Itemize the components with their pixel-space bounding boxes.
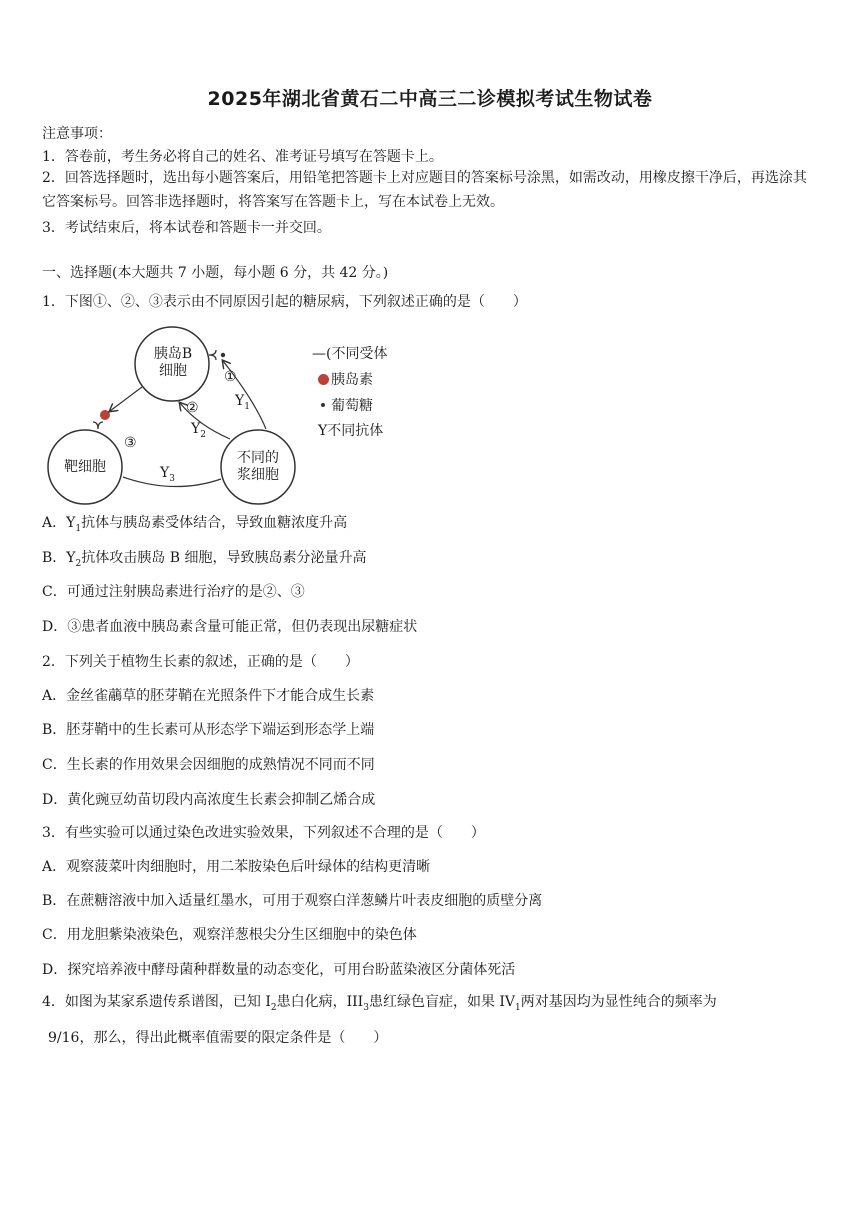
mark-1: ① bbox=[224, 369, 237, 385]
q1-option-b: B．$Y_2$抗体攻击胰岛 B 细胞，导致胰岛素分泌量升高 bbox=[42, 550, 367, 569]
q1-option-d: D．③患者血液中胰岛素含量可能正常，但仍表现出尿糖症状 bbox=[42, 619, 418, 635]
plasma-cell-label: 不同的 浆细胞 bbox=[237, 450, 279, 483]
q3-stem: 3．有些实验可以通过染色改进实验效果，下列叙述不合理的是（ ） bbox=[42, 825, 485, 841]
q4-stem-line1: 4．如图为某家系遗传系谱图，已知 $I_2$患白化病，$III_3$患红绿色盲症，如果 $IV_1$两对基因均为显性纯合的频率为 bbox=[42, 994, 717, 1013]
insulin-dot bbox=[100, 410, 110, 420]
notice-item-3: 3．考试结束后，将本试卷和答题卡一并交回。 bbox=[42, 220, 331, 236]
legend-insulin: 胰岛素 bbox=[318, 371, 373, 389]
mark-2: ② bbox=[186, 400, 199, 416]
page-title: 2025年湖北省黄石二中高三二诊模拟考试生物试卷 bbox=[207, 88, 653, 110]
q2-option-c: C．生长素的作用效果会因细胞的成熟情况不同而不同 bbox=[42, 757, 375, 773]
q2-option-a: A．金丝雀虉草的胚芽鞘在光照条件下才能合成生长素 bbox=[42, 688, 375, 704]
q2-option-b: B．胚芽鞘中的生长素可从形态学下端运到形态学上端 bbox=[42, 722, 375, 738]
q1-stem: 1．下图①、②、③表示由不同原因引起的糖尿病，下列叙述正确的是（ ） bbox=[42, 294, 527, 310]
legend-receptor: —(不同受体 bbox=[312, 346, 388, 362]
antibody-y2: $Y_2$ bbox=[191, 421, 206, 440]
q2-stem: 2．下列关于植物生长素的叙述，正确的是（ ） bbox=[42, 654, 359, 670]
mark-3: ③ bbox=[124, 435, 137, 451]
antibody-y1: $Y_1$ bbox=[235, 393, 250, 412]
legend-glucose: 葡萄糖 bbox=[318, 397, 373, 415]
notice-header: 注意事项： bbox=[42, 126, 112, 142]
q2-option-d: D．黄化豌豆幼苗切段内高浓度生长素会抑制乙烯合成 bbox=[42, 792, 376, 808]
diabetes-diagram bbox=[40, 325, 420, 510]
q1-option-a: A．$Y_1$抗体与胰岛素受体结合，导致血糖浓度升高 bbox=[42, 515, 348, 534]
notice-item-2: 2．回答选择题时，选出每小题答案后，用铅笔把答题卡上对应题目的答案标号涂黑，如需改动，用橡皮擦干净后，再选涂其它答案标号。回答非选择题时，将答案写在答题卡上，写在本试卷上无效。 bbox=[42, 170, 807, 210]
antibody-y3: $Y_3$ bbox=[160, 465, 175, 484]
q3-option-d: D．探究培养液中酵母菌种群数量的动态变化，可用台盼蓝染液区分菌体死活 bbox=[42, 962, 516, 978]
target-receptor bbox=[93, 422, 103, 429]
q3-option-a: A．观察菠菜叶肉细胞时，用二苯胺染色后叶绿体的结构更清晰 bbox=[42, 859, 431, 875]
legend-antibody: Y不同抗体 bbox=[318, 423, 384, 439]
q4-stem-line2: 9/16，那么，得出此概率值需要的限定条件是（ ） bbox=[48, 1030, 388, 1046]
q3-option-c: C．用龙胆紫染液染色，观察洋葱根尖分生区细胞中的染色体 bbox=[42, 927, 417, 943]
glucose-dot bbox=[221, 353, 225, 357]
target-cell-label: 靶细胞 bbox=[64, 459, 106, 475]
q1-option-c: C．可通过注射胰岛素进行治疗的是②、③ bbox=[42, 584, 305, 600]
insulin-legend-icon bbox=[318, 374, 329, 385]
glucose-legend-icon bbox=[321, 403, 325, 407]
q3-option-b: B．在蔗糖溶液中加入适量红墨水，可用于观察白洋葱鳞片叶表皮细胞的质壁分离 bbox=[42, 893, 543, 909]
notice-item-1: 1．答卷前，考生务必将自己的姓名、准考证号填写在答题卡上。 bbox=[42, 149, 443, 165]
b-cell-receptor bbox=[209, 350, 216, 360]
islet-b-cell-label: 胰岛B 细胞 bbox=[153, 346, 193, 379]
section-heading: 一、选择题(本大题共 7 小题，每小题 6 分，共 42 分。) bbox=[42, 265, 389, 281]
insulin-arrow bbox=[110, 387, 142, 411]
